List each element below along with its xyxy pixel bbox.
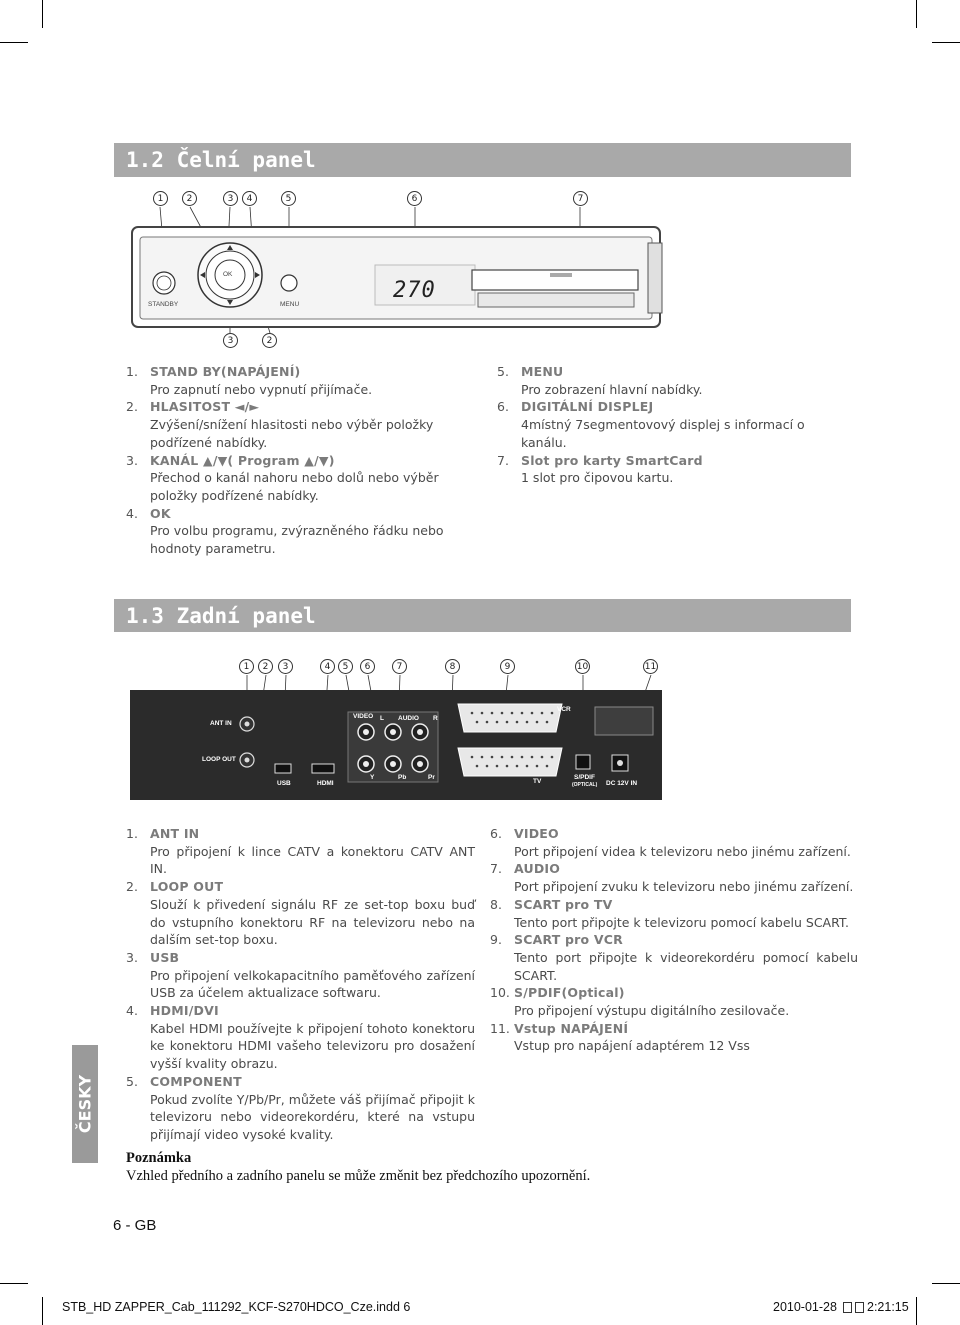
menu-label: MENU [280, 301, 300, 308]
item-description: Pro zapnutí nebo vypnutí přijímače. [150, 381, 373, 397]
item-heading: DIGITÁLNÍ DISPLEJ [521, 399, 654, 415]
rear-list-left [126, 825, 475, 1144]
audio-label: AUDIO [398, 715, 419, 722]
item-heading: Vstup NAPÁJENÍ [514, 1020, 629, 1036]
item-number: 6. [490, 826, 502, 841]
item-number: 4. [126, 1003, 138, 1019]
item-description: Pro připojení výstupu digitálního zesilovače. [514, 1003, 790, 1019]
item-number: 9. [490, 932, 502, 948]
crop-mark [916, 0, 917, 28]
item-heading: KANÁL ▲/▼( Program ▲/▼) [150, 452, 335, 468]
item-heading: MENU [521, 364, 564, 379]
item-heading: HLASITOST ◄/► [150, 399, 260, 415]
item-number: 11. [490, 1020, 510, 1036]
callout-3-bottom: 3 [223, 333, 238, 348]
callout-10: 10 [575, 659, 590, 674]
item-description: 1 slot pro čipovou kartu. [521, 470, 674, 486]
front-list-left [126, 363, 476, 558]
video-label: VIDEO [353, 713, 374, 720]
item-heading: SCART pro TV [514, 896, 613, 912]
item-description: Pro zobrazení hlavní nabídky. [521, 381, 703, 397]
item-number: 1. [126, 826, 138, 841]
item-number: 7. [497, 452, 509, 468]
item-number: 2. [126, 399, 138, 415]
item-number: 5. [497, 364, 509, 379]
callout-2: 2 [182, 191, 197, 206]
item-description: Vstup pro napájení adaptérem 12 Vss [514, 1038, 750, 1054]
callout-3: 3 [223, 191, 238, 206]
list-item [497, 452, 847, 487]
note-text: Vzhled předního a zadního panelu se může změnit bez předchozího upozornění. [126, 1168, 591, 1184]
item-heading: S/PDIF(Optical) [514, 985, 625, 1001]
callout-6: 6 [360, 659, 375, 674]
list-item [490, 825, 858, 860]
crop-mark [0, 42, 28, 43]
item-description: Pro připojení k lince CATV a konektoru CATV ANT IN. [150, 843, 475, 877]
language-tab-label: ČESKY [75, 1074, 95, 1134]
item-heading: AUDIO [514, 861, 561, 877]
callout-1: 1 [153, 191, 168, 206]
footer-glyph-box [843, 1302, 852, 1313]
item-description: 4místný 7segmentovový displej s informací o kanálu. [521, 417, 805, 450]
item-description: Kabel HDMI používejte k připojení tohoto konektoru ke konektoru HDMI vašeho televizoru pro dosažení vyšší kvality obrazu. [150, 1020, 475, 1072]
audio-l-label: L [380, 715, 384, 722]
spdif-label: S/PDIF [574, 774, 595, 781]
list-item [126, 505, 476, 558]
crop-mark [916, 1297, 917, 1325]
item-number: 4. [126, 505, 138, 521]
section-title: 1.2 Čelní panel [126, 148, 316, 172]
item-heading: SCART pro VCR [514, 932, 623, 948]
rear-panel-diagram [120, 652, 680, 802]
callout-7: 7 [392, 659, 407, 674]
list-item [126, 363, 476, 398]
item-number: 3. [126, 949, 138, 965]
item-heading: HDMI/DVI [150, 1003, 219, 1019]
list-item [497, 363, 847, 398]
list-item [126, 1002, 475, 1073]
callout-9: 9 [500, 659, 515, 674]
callout-4: 4 [320, 659, 335, 674]
crop-mark [932, 1283, 960, 1284]
ok-label: OK [223, 271, 233, 278]
page-number: 6 - GB [113, 1217, 157, 1234]
list-item [490, 931, 858, 984]
list-item [126, 398, 476, 451]
crop-mark [932, 42, 960, 43]
footer-file: STB_HD ZAPPER_Cab_111292_KCF-S270HDCO_Cze.indd 6 [62, 1300, 411, 1314]
footer-glyph-box [855, 1302, 864, 1313]
list-item [490, 1020, 858, 1055]
item-number: 2. [126, 879, 138, 895]
item-heading: USB [150, 949, 180, 965]
list-item [126, 878, 475, 949]
section-title: 1.3 Zadní panel [126, 603, 316, 628]
usb-label: USB [277, 780, 291, 787]
callout-11: 11 [643, 659, 658, 674]
item-number: 5. [126, 1073, 138, 1089]
front-panel-illustration [120, 185, 680, 355]
item-description: Port připojení zvuku k televizoru nebo jinému zařízení. [514, 879, 854, 895]
item-heading: LOOP OUT [150, 879, 224, 895]
item-description: Přechod o kanál nahoru nebo dolů nebo výběr položky podřízené nabídky. [150, 470, 439, 503]
item-description: Slouží k přivedení signálu RF ze set-top boxu buď do vstupního konektoru RF na televizoru nebo na dalším set-top boxu. [150, 896, 475, 948]
item-number: 6. [497, 399, 509, 415]
list-item [497, 398, 847, 451]
section-heading-front [114, 143, 851, 177]
list-item [490, 896, 858, 931]
item-description: Zvýšení/snížení hlasitosti nebo výběr položky podřízené nabídky. [150, 417, 434, 450]
callout-1: 1 [239, 659, 254, 674]
tv-label: TV [533, 778, 542, 785]
item-heading: ANT IN [150, 826, 200, 841]
list-item [126, 1073, 475, 1144]
item-heading: OK [150, 505, 171, 521]
callout-3: 3 [278, 659, 293, 674]
item-heading: VIDEO [514, 826, 559, 841]
item-heading: STAND BY(NAPÁJENÍ) [150, 364, 301, 379]
y-label: Y [370, 774, 375, 781]
language-tab [72, 1045, 98, 1163]
item-description: Pro volbu programu, zvýrazněného řádku nebo hodnoty parametru. [150, 523, 444, 557]
item-description: Tento port připojte k televizoru pomocí kabelu SCART. [514, 914, 850, 930]
footer-date: 2010-01-28 [773, 1300, 837, 1314]
item-description: Port připojení videa k televizoru nebo jinému zařízení. [514, 843, 851, 859]
item-heading: COMPONENT [150, 1073, 242, 1089]
footer-time: 2:21:15 [867, 1300, 909, 1314]
item-number: 7. [490, 861, 502, 877]
pr-label: Pr [428, 774, 435, 781]
callout-4: 4 [242, 191, 257, 206]
callout-2: 2 [258, 659, 273, 674]
list-item [126, 825, 475, 878]
crop-mark [42, 0, 43, 28]
crop-mark [0, 1283, 28, 1284]
standby-label: STANDBY [148, 301, 179, 308]
item-heading: Slot pro karty SmartCard [521, 452, 703, 468]
pb-label: Pb [398, 774, 407, 781]
front-list-right [497, 363, 847, 487]
item-description: Pro připojení velkokapacitního paměťového zařízení USB za účelem aktualizace softwaru. [150, 967, 475, 1001]
ant-in-label: ANT IN [210, 720, 232, 727]
list-item [490, 860, 858, 895]
callout-5: 5 [281, 191, 296, 206]
callout-5: 5 [338, 659, 353, 674]
callout-7: 7 [573, 191, 588, 206]
item-number: 1. [126, 364, 138, 379]
optical-label: (OPTICAL) [572, 782, 598, 788]
item-description: Pokud zvolíte Y/Pb/Pr, můžete váš přijímač připojit k televizoru nebo videorekordéru, které na vstupu přijímají video vysoké kvality. [150, 1091, 475, 1142]
section-heading-rear [114, 599, 851, 632]
item-number: 3. [126, 452, 138, 468]
list-item [490, 984, 858, 1019]
note-title: Poznámka [126, 1150, 192, 1166]
crop-mark [42, 1297, 43, 1325]
loop-out-label: LOOP OUT [202, 756, 236, 763]
front-panel-diagram [120, 185, 680, 355]
hdmi-label: HDMI [317, 780, 334, 787]
list-item [126, 949, 475, 1002]
callout-6: 6 [407, 191, 422, 206]
item-description: Tento port připojte k videorekordéru pomocí kabelu SCART. [514, 949, 858, 983]
digital-display: 270 [393, 278, 436, 303]
vcr-label: VCR [557, 706, 571, 713]
list-item [126, 452, 476, 505]
rear-list-right [490, 825, 858, 1055]
audio-r-label: R [433, 715, 438, 722]
callout-2-bottom: 2 [262, 333, 277, 348]
callout-8: 8 [445, 659, 460, 674]
dc-in-label: DC 12V IN [606, 780, 638, 787]
item-number: 8. [490, 896, 502, 912]
item-number: 10. [490, 985, 510, 1001]
